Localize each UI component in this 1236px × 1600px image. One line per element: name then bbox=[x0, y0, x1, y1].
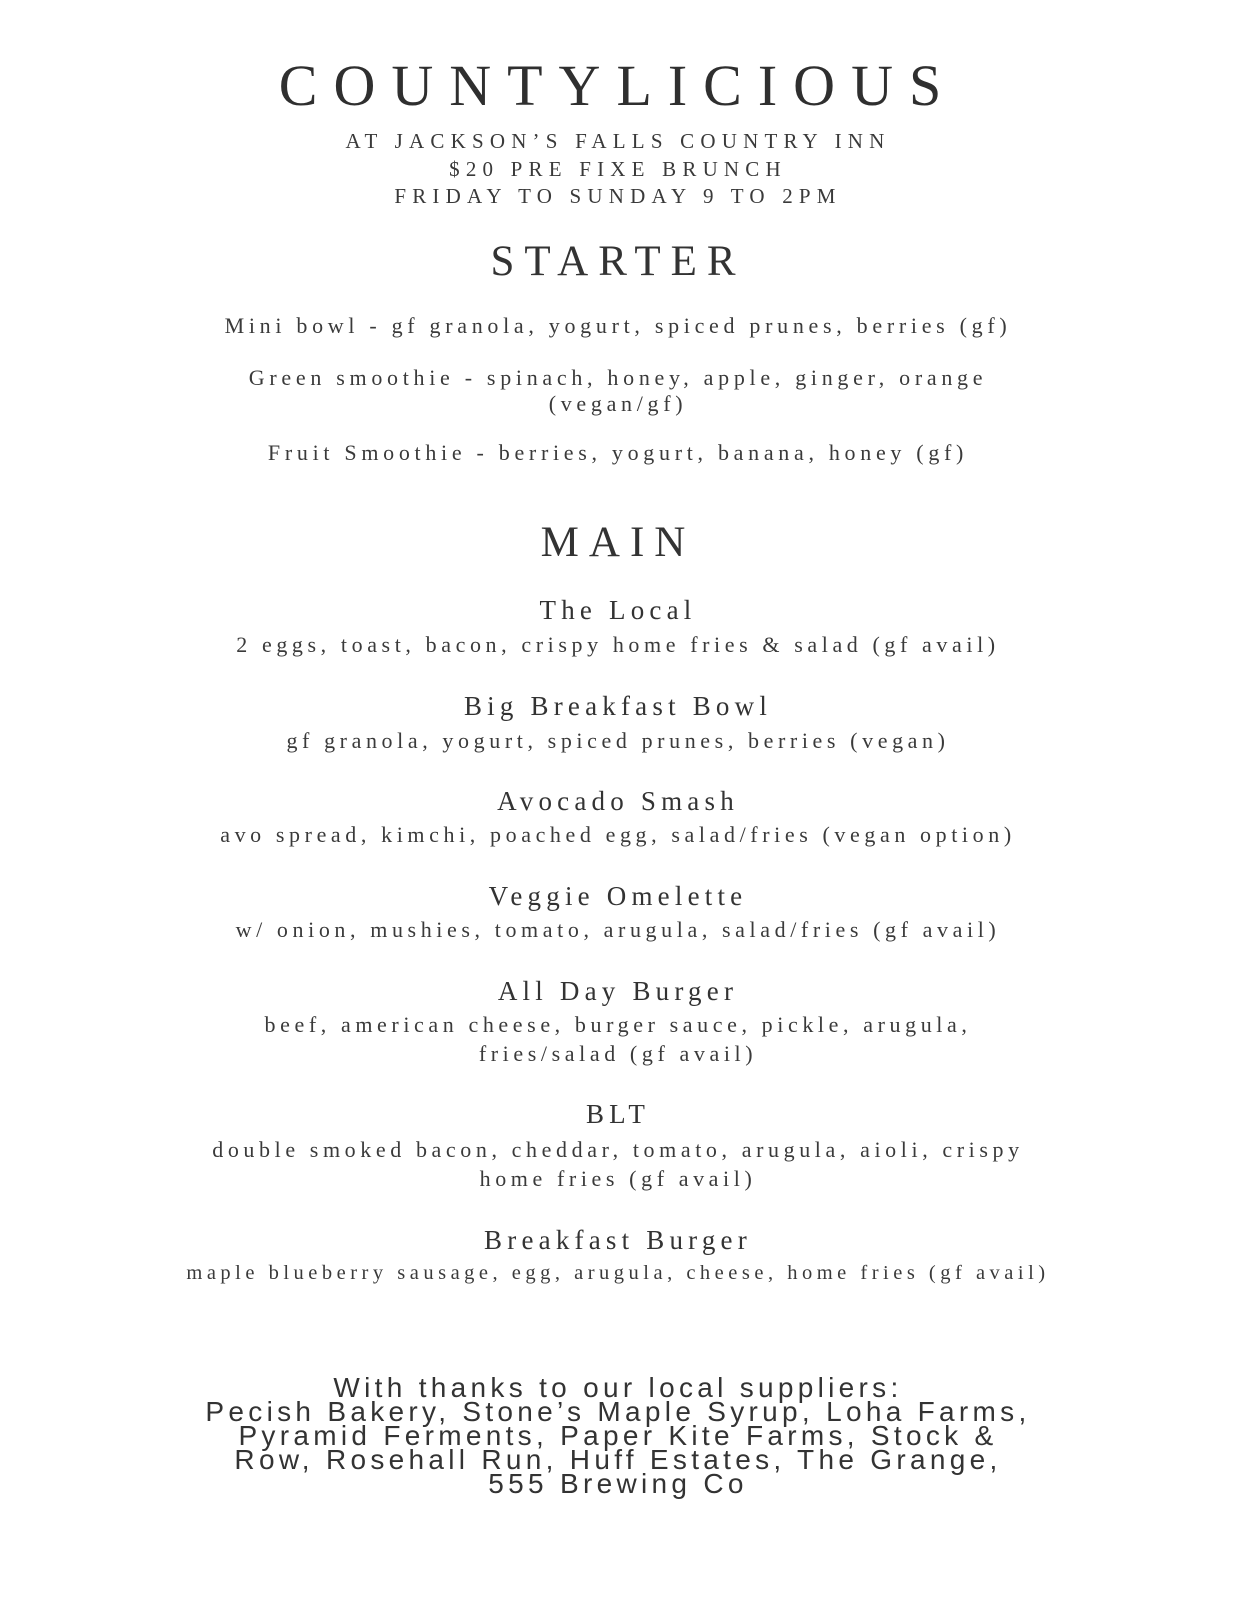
suppliers-intro: With thanks to our local suppliers: bbox=[333, 1372, 903, 1403]
suppliers-line-2: Pyramid Ferments, Paper Kite Farms, Stock & bbox=[238, 1420, 998, 1451]
dish-desc-breakfast-burger: maple blueberry sausage, egg, arugula, cheese, home fries (gf avail) bbox=[186, 1262, 1050, 1284]
price-line: $20 PRE FIXE BRUNCH bbox=[449, 157, 787, 181]
hours-line: FRIDAY TO SUNDAY 9 TO 2PM bbox=[394, 184, 842, 208]
dish-desc-avocado-smash: avo spread, kimchi, poached egg, salad/fries (vegan option) bbox=[220, 822, 1016, 847]
dish-name-all-day-burger: All Day Burger bbox=[497, 976, 739, 1006]
suppliers-line-4: 555 Brewing Co bbox=[488, 1468, 748, 1499]
dish-name-veggie-omelette: Veggie Omelette bbox=[488, 881, 748, 911]
starter-heading: STARTER bbox=[490, 238, 746, 285]
dish-desc-all-day-burger-line2: fries/salad (gf avail) bbox=[478, 1041, 758, 1066]
restaurant-title: COUNTYLICIOUS bbox=[278, 53, 958, 118]
dish-name-blt: BLT bbox=[585, 1099, 651, 1129]
dish-name-big-breakfast-bowl: Big Breakfast Bowl bbox=[463, 691, 773, 721]
dish-desc-blt: double smoked bacon, cheddar, tomato, arugula, aioli, crispy bbox=[212, 1137, 1024, 1162]
starter-item-green-smoothie: Green smoothie - spinach, honey, apple, ginger, orange bbox=[248, 365, 988, 390]
dish-name-the-local: The Local bbox=[539, 595, 697, 625]
dish-desc-big-breakfast-bowl: gf granola, yogurt, spiced prunes, berries (vegan) bbox=[286, 728, 950, 753]
dish-desc-the-local: 2 eggs, toast, bacon, crispy home fries & salad (gf avail) bbox=[236, 632, 1000, 657]
starter-item-green-smoothie-diet: (vegan/gf) bbox=[548, 391, 688, 416]
dish-name-avocado-smash: Avocado Smash bbox=[497, 786, 739, 816]
dish-desc-all-day-burger: beef, american cheese, burger sauce, pickle, arugula, bbox=[264, 1012, 972, 1037]
starter-item-mini-bowl: Mini bowl - gf granola, yogurt, spiced prunes, berries (gf) bbox=[224, 313, 1012, 338]
suppliers-line-3: Row, Rosehall Run, Huff Estates, The Grange, bbox=[234, 1444, 1002, 1475]
dish-name-breakfast-burger: Breakfast Burger bbox=[484, 1225, 752, 1255]
dish-desc-veggie-omelette: w/ onion, mushies, tomato, arugula, salad/fries (gf avail) bbox=[235, 917, 1001, 942]
venue-line: AT JACKSON’S FALLS COUNTRY INN bbox=[345, 129, 891, 153]
suppliers-line-1: Pecish Bakery, Stone’s Maple Syrup, Loha Farms, bbox=[205, 1396, 1031, 1427]
main-heading: MAIN bbox=[540, 519, 696, 566]
dish-desc-blt-line2: home fries (gf avail) bbox=[479, 1166, 757, 1191]
starter-item-fruit-smoothie: Fruit Smoothie - berries, yogurt, banana, honey (gf) bbox=[267, 440, 969, 465]
